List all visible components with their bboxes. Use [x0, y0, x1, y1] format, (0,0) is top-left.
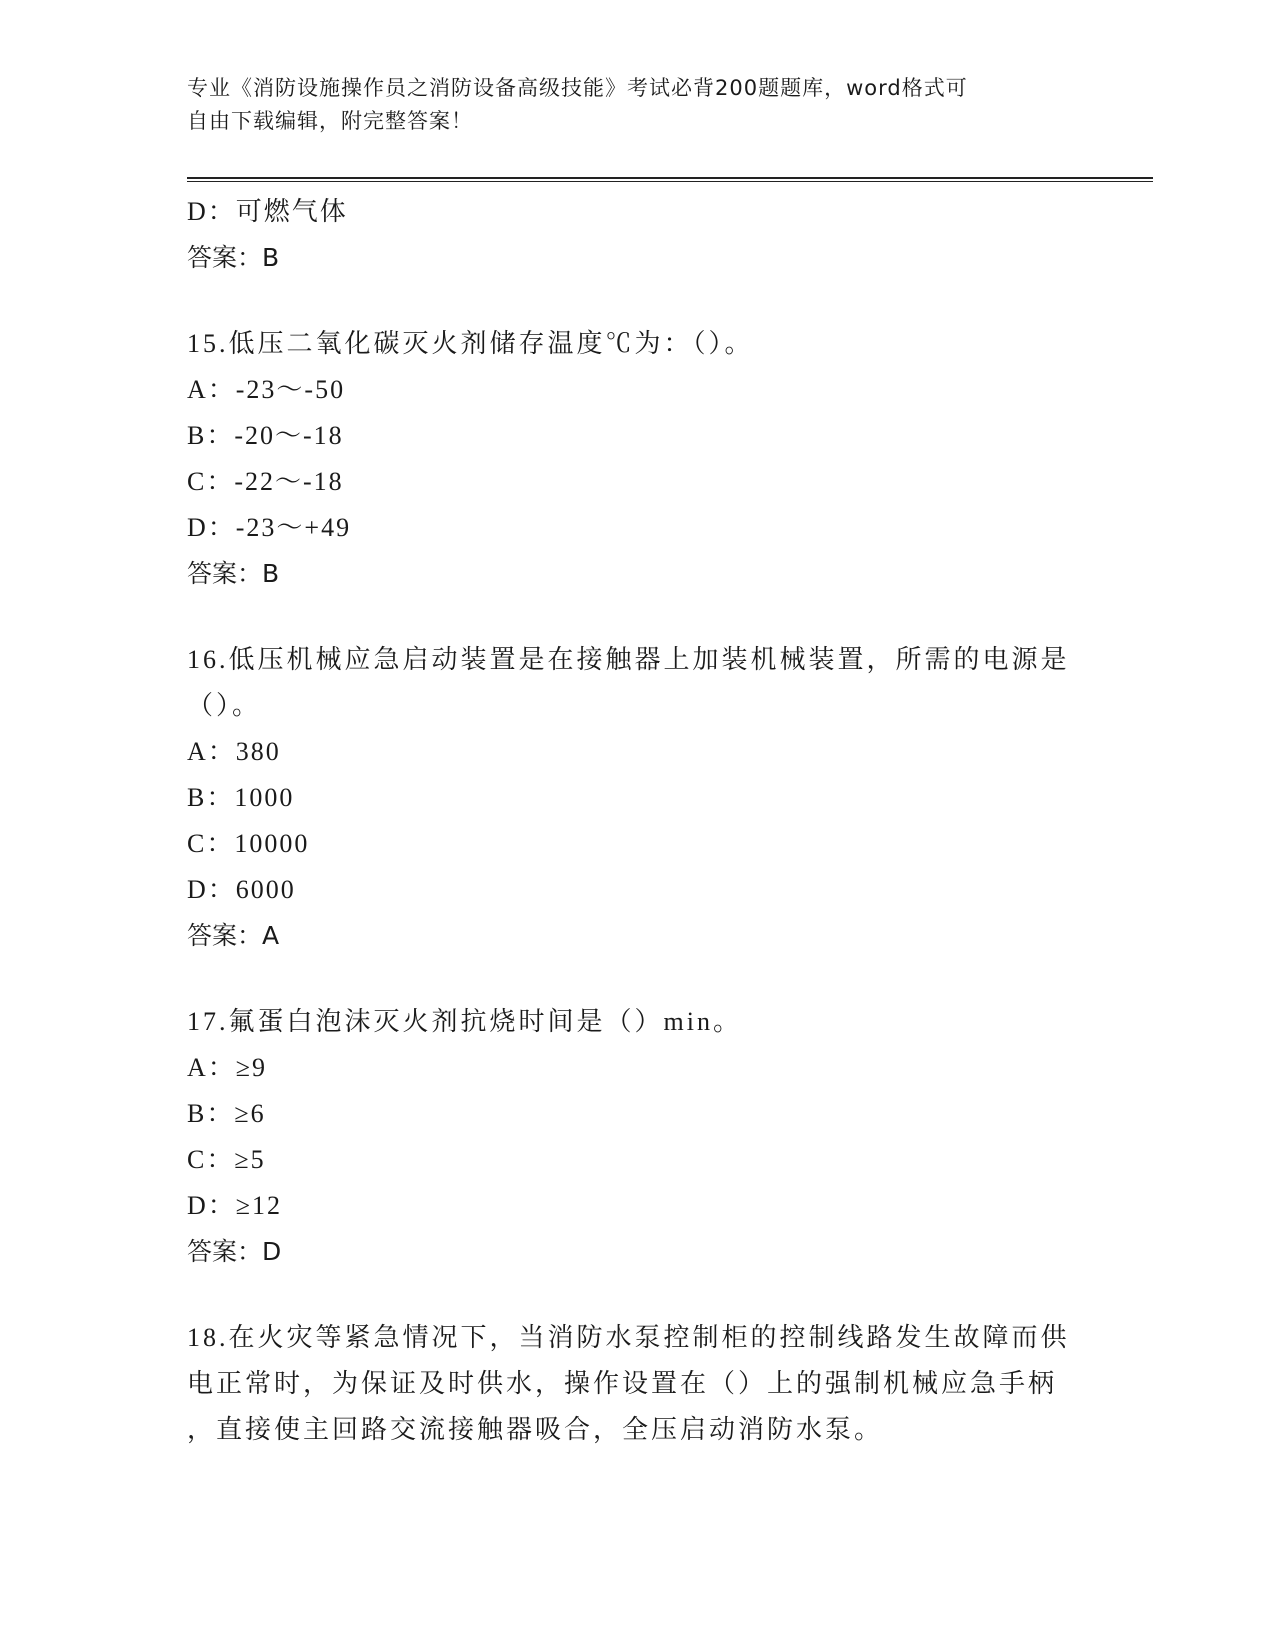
header-title-line-2: 自由下载编辑，附完整答案！ — [187, 109, 473, 133]
header-rule-thick — [187, 177, 1153, 179]
question-text: 17.氟蛋白泡沫灭火剂抗烧时间是（）min。 — [187, 1007, 742, 1036]
document-header — [187, 72, 1067, 138]
answer: 答案：D — [187, 1237, 282, 1266]
header-title-line-1: 专业《消防设施操作员之消防设备高级技能》考试必背200题题库，word格式可 — [187, 76, 968, 100]
question-list — [187, 189, 1087, 1453]
option-c: C：≥5 — [187, 1145, 266, 1174]
question-16 — [187, 637, 1087, 959]
option-d: D：6000 — [187, 875, 296, 904]
question-18 — [187, 1315, 1087, 1453]
option-a: A：-23～-50 — [187, 375, 346, 404]
question-text: 15.低压二氧化碳灭火剂储存温度℃为：（）。 — [187, 329, 754, 358]
prev-option-d: D：可燃气体 — [187, 197, 348, 226]
header-rule-thin — [187, 181, 1153, 182]
question-17 — [187, 999, 1087, 1275]
answer: 答案：A — [187, 921, 280, 950]
question-text: 16.低压机械应急启动装置是在接触器上加装机械装置，所需的电源是 （）。 — [187, 645, 1070, 720]
option-d: D：-23～+49 — [187, 513, 352, 542]
question-text: 18.在火灾等紧急情况下，当消防水泵控制柜的控制线路发生故障而供 电正常时，为保证及时供水，操作设置在（）上的强制机械应急手柄 ，直接使主回路交流接触器吸合，全压启动消防水泵。 — [187, 1323, 1070, 1444]
prev-answer: 答案：B — [187, 243, 280, 272]
option-b: B：-20～-18 — [187, 421, 344, 450]
option-b: B：≥6 — [187, 1099, 266, 1128]
option-b: B：1000 — [187, 783, 295, 812]
option-a: A：380 — [187, 737, 281, 766]
option-c: C：-22～-18 — [187, 467, 344, 496]
option-a: A：≥9 — [187, 1053, 268, 1082]
question-15 — [187, 321, 1087, 597]
answer: 答案：B — [187, 559, 280, 588]
option-c: C：10000 — [187, 829, 310, 858]
option-d: D：≥12 — [187, 1191, 283, 1220]
